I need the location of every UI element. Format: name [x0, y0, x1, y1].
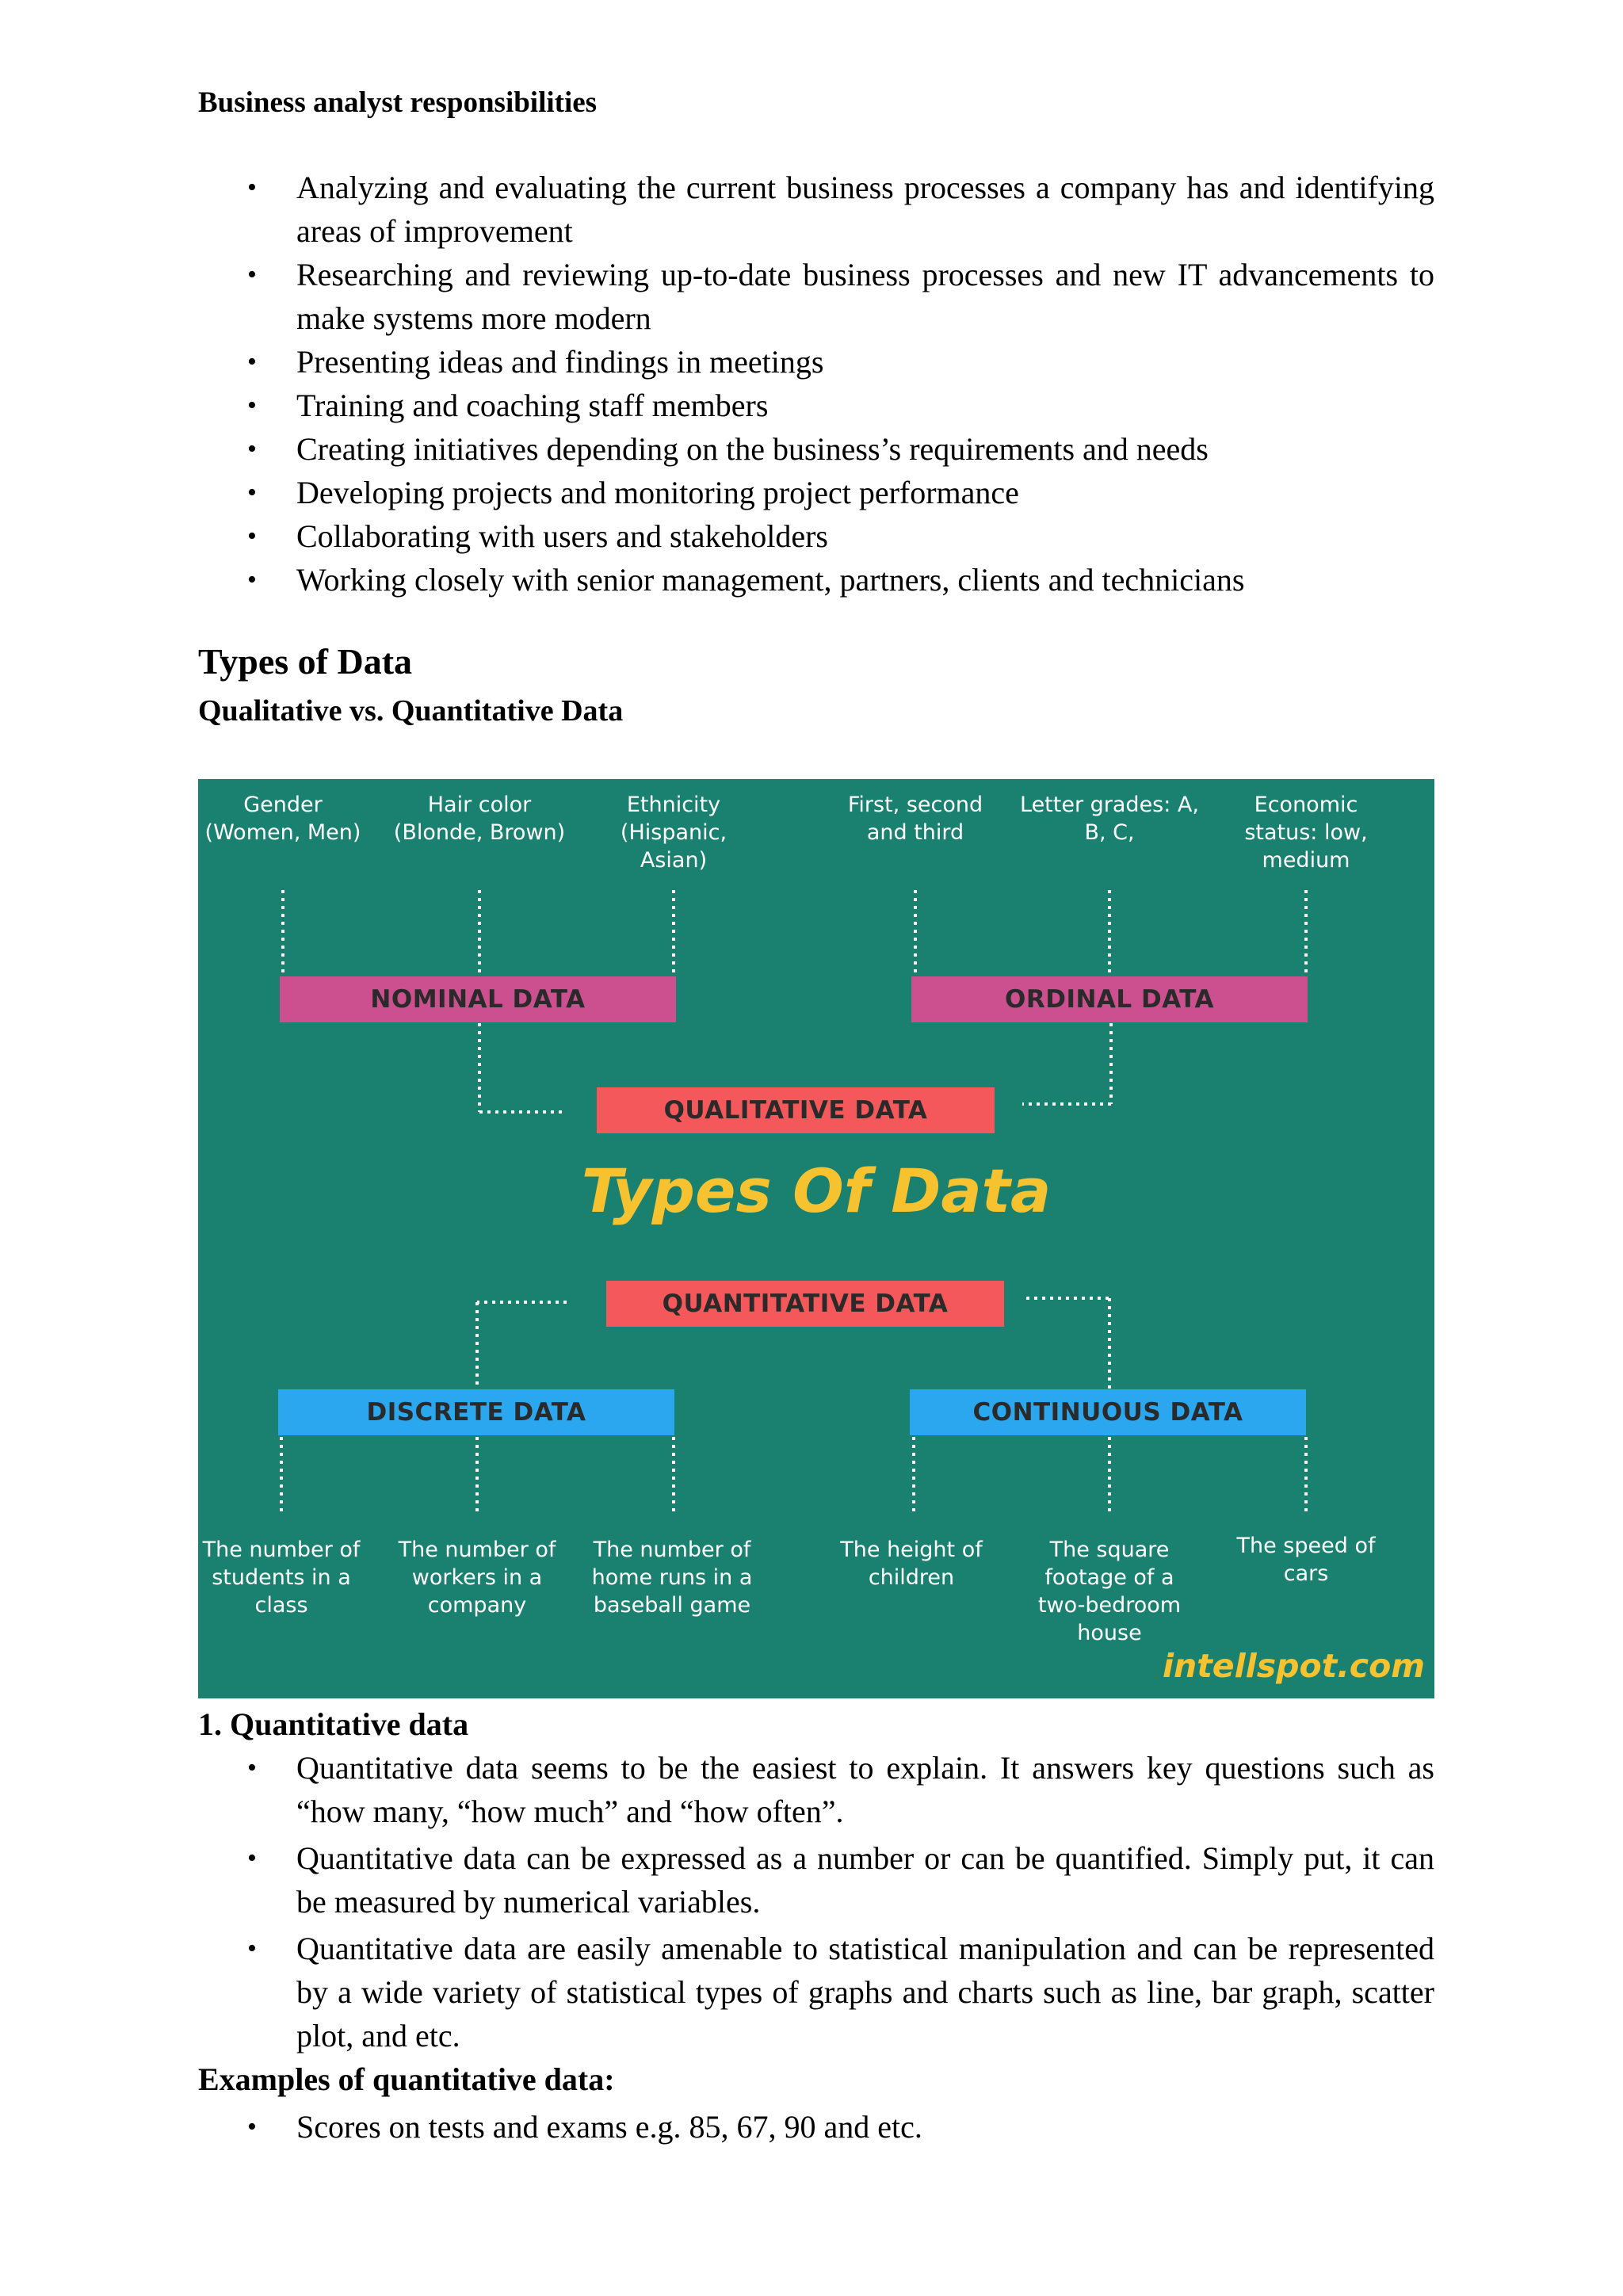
- infographic-credit: intellspot.com: [1162, 1647, 1425, 1685]
- types-subtitle: Qualitative vs. Quantitative Data: [198, 694, 624, 728]
- example-ethnicity: Ethnicity (Hispanic, Asian): [620, 793, 727, 873]
- bullet-icon: •: [247, 2112, 257, 2141]
- types-of-data-infographic: [198, 779, 1434, 1698]
- bullet-icon: •: [247, 173, 257, 202]
- list-item: • Training and coaching staff members: [198, 384, 1434, 427]
- example-first-second-third: First, second and third: [847, 793, 983, 845]
- bullet-icon: •: [247, 391, 257, 420]
- bullet-icon: •: [247, 1934, 257, 1963]
- responsibilities-list: [198, 166, 1434, 602]
- list-item: • Researching and reviewing up-to-date business processes and new IT advancements to make systems more modern: [198, 253, 1434, 340]
- bullet-icon: •: [247, 565, 257, 594]
- list-item: • Quantitative data seems to be the easiest to explain. It answers key questions such as “how many, “how much” and “how often”.: [198, 1746, 1434, 1833]
- bullet-icon: •: [247, 1843, 257, 1873]
- bullet-icon: •: [247, 434, 257, 464]
- example-workers: The number of workers in a company: [398, 1538, 556, 1618]
- discrete-data-bar: DISCRETE DATA: [278, 1389, 674, 1435]
- continuous-data-bar: CONTINUOUS DATA: [910, 1389, 1306, 1435]
- list-item: • Scores on tests and exams e.g. 85, 67, 90 and etc.: [198, 2105, 1434, 2149]
- bullet-icon: •: [247, 347, 257, 376]
- example-economic-status: Economic status: low, medium: [1244, 793, 1368, 873]
- qualitative-data-bar: QUALITATIVE DATA: [597, 1087, 995, 1133]
- quantitative-heading: 1. Quantitative data: [198, 1706, 469, 1742]
- example-speed: The speed of cars: [1236, 1534, 1376, 1586]
- examples-heading: Examples of quantitative data:: [198, 2061, 615, 2097]
- types-title: Types of Data: [198, 641, 413, 682]
- example-letter-grades: Letter grades: A, B, C,: [1020, 793, 1199, 845]
- infographic-title: Types Of Data: [581, 1156, 1052, 1226]
- bullet-icon: •: [247, 478, 257, 507]
- bullet-icon: •: [247, 260, 257, 289]
- bullet-icon: •: [247, 1753, 257, 1782]
- example-square-footage: The square footage of a two-bedroom house: [1037, 1538, 1182, 1645]
- example-height: The height of children: [840, 1538, 983, 1590]
- list-item: • Presenting ideas and findings in meetings: [198, 340, 1434, 384]
- example-students: The number of students in a class: [202, 1538, 361, 1618]
- example-gender: Gender (Women, Men): [204, 793, 361, 845]
- quantitative-points-list: [198, 1746, 1434, 2061]
- list-item: • Collaborating with users and stakeholders: [198, 514, 1434, 558]
- list-item: • Quantitative data are easily amenable to statistical manipulation and can be represented by a wide variety of statistical types of graphs and charts such as line, bar graph, scatter plot, and etc.: [198, 1927, 1434, 2057]
- quantitative-data-bar: QUANTITATIVE DATA: [606, 1281, 1004, 1327]
- example-home-runs: The number of home runs in a baseball game: [591, 1538, 753, 1618]
- list-item: • Creating initiatives depending on the business’s requirements and needs: [198, 427, 1434, 471]
- section-title: Business analyst responsibilities: [198, 86, 598, 119]
- examples-list: [198, 2105, 1434, 2149]
- nominal-data-bar: NOMINAL DATA: [280, 976, 676, 1022]
- list-item: • Developing projects and monitoring project performance: [198, 471, 1434, 514]
- example-hair-color: Hair color (Blonde, Brown): [393, 793, 566, 845]
- list-item: • Working closely with senior management, partners, clients and technicians: [198, 558, 1434, 602]
- bullet-icon: •: [247, 521, 257, 551]
- list-item: • Analyzing and evaluating the current business processes a company has and identifying areas of improvement: [198, 166, 1434, 253]
- list-item: • Quantitative data can be expressed as a number or can be quantified. Simply put, it can be measured by numerical variables.: [198, 1836, 1434, 1924]
- ordinal-data-bar: ORDINAL DATA: [911, 976, 1308, 1022]
